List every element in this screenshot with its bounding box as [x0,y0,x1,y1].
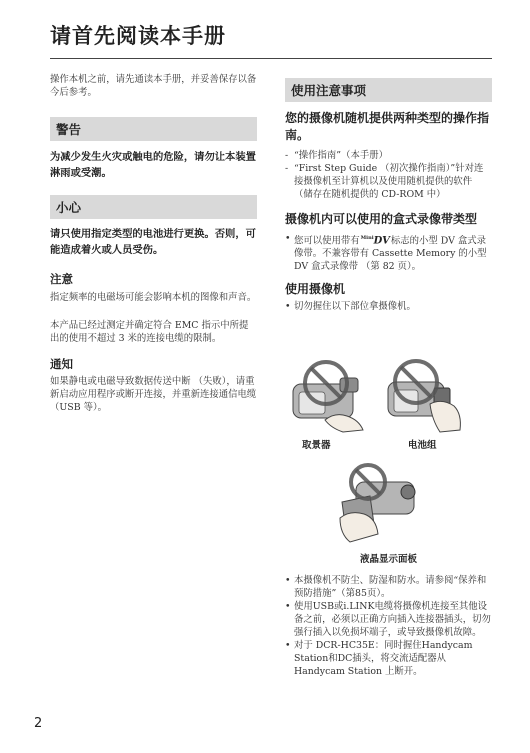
cassette-text-pre: 您可以使用带有 [294,235,360,247]
caution-heading: 小心 [50,195,257,219]
cassette-types-list [285,232,492,273]
camcorder-viewfinder-illustration [285,354,370,434]
list-item: - “操作指南”（本手册） [285,149,492,162]
use-camera-notes [285,574,492,678]
page-number: 2 [34,716,43,731]
minidv-logo [361,232,390,247]
figure-label-battery: 电池组 [408,440,437,451]
left-column [50,70,257,414]
cassette-types-title: 摄像机内可以使用的盒式录像带类型 [285,212,478,226]
list-item: • 使用USB或i.LINK电缆将摄像机连接至其他设备之前，必须以正确方向插入连接器插头，切勿强行插入以免损坏端子，或导致摄像机故障。 [285,600,492,639]
use-camera-lead [285,300,492,313]
right-column [285,70,492,313]
list-item [285,232,492,273]
camcorder-battery-illustration [378,354,463,434]
intro-text: 操作本机之前，请先通读本手册，并妥善保存以备今后参考。 [50,74,257,98]
precautions-heading: 使用注意事项 [285,78,492,102]
notice-heading: 通知 [50,357,73,371]
attention-text-1: 指定频率的电磁场可能会影响本机的图像和声音。 [50,292,257,303]
title-rule [50,58,492,59]
warning-text: 为减少发生火灾或触电的危险，请勿让本装置淋雨或受潮。 [50,151,256,179]
warning-heading: 警告 [50,117,257,141]
figure-label-viewfinder: 取景器 [302,440,331,451]
cassette-text-post: 标志的小型 DV 盒式录像带。不兼容带有 Cassette Memory 的小型 DV 盒式录像带 （第 82 页）。 [294,235,487,273]
minidv-logo-sup: Mini [360,235,374,241]
camcorder-lcd-panel-illustration [330,462,430,548]
list-item: - “First Step Guide （初次操作指南）”针对连接摄像机至计算机以及使用随机提供的软件 （储存在随机提供的 CD-ROM 中） [285,162,492,201]
use-camera-title: 使用摄像机 [285,282,346,297]
list-item: • 本摄像机不防尘、防湿和防水。请参阅“保养和预防措施”（第85页）。 [285,574,492,600]
figure-label-lcd: 液晶显示面板 [360,554,418,565]
minidv-logo-main: DV [373,235,390,247]
caution-text: 请只使用指定类型的电池进行更换。否则，可能造成着火或人员受伤。 [50,228,256,256]
attention-text-2: 本产品已经过测定并确定符合 EMC 指示中所提出的使用不超过 3 米的连接电缆的限制。 [50,320,249,344]
guide-types-title: 您的摄像机随机提供两种类型的操作指南。 [285,111,490,142]
list-item: • 切勿握住以下部位拿摄像机。 [285,300,492,313]
notice-text: 如果静电或电磁导致数据传送中断 （失败），请重新启动应用程序或断开连接，并重新连接通信电缆 （USB 等）。 [50,376,257,413]
attention-heading: 注意 [50,272,73,286]
page-title: 请首先阅读本手册 [50,24,226,48]
guide-types-list [285,149,492,201]
list-item: • 对于 DCR-HC35E：同时握住Handycam Station和DC插头，将交流适配器从 Handycam Station 上断开。 [285,639,492,678]
